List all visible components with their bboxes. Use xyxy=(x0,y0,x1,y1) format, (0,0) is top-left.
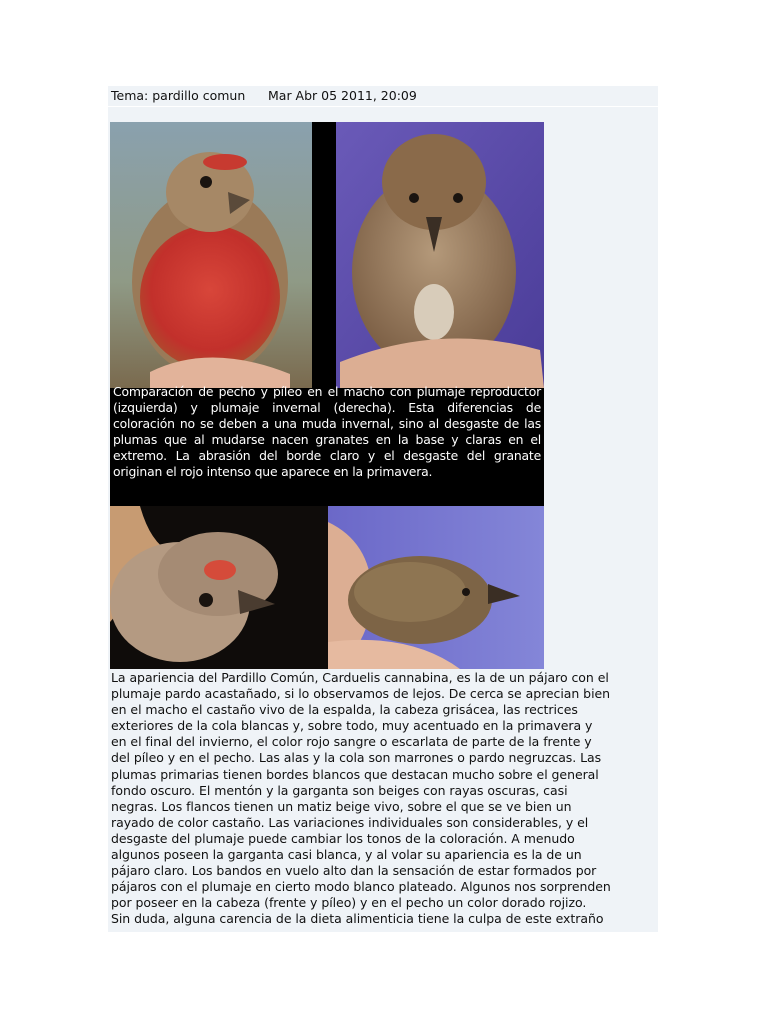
body-line: del píleo y en el pecho. Las alas y la cola son marrones o pardo negruzcas. Las xyxy=(111,750,602,766)
body-line: negras. Los flancos tienen un matiz beige vivo, sobre el que se ve bien un xyxy=(111,798,572,814)
photo-breeding-head xyxy=(110,506,328,669)
body-line: pájaros con el plumaje en cierto modo blanco plateado. Algunos nos sorprenden xyxy=(111,879,611,895)
post-date: Mar Abr 05 2011, 20:09 xyxy=(268,88,417,103)
photo-breeding-male xyxy=(110,122,312,388)
post-body xyxy=(111,670,659,928)
figure-caption: Comparación de pecho y píleo en el macho con plumaje reproductor (izquierda) y plumaje invernal (derecha). Esta diferencias de coloración no se deben a una muda invernal, sino al desgaste de las plumas que al mudarse nacen granates en la base y claras en el extremo. La abrasión del borde claro y el desgaste del granate originan el rojo intenso que aparece en la primavera. xyxy=(113,384,541,479)
body-line: plumaje pardo acastañado, si lo observamos de lejos. De cerca se aprecian bien xyxy=(111,686,611,702)
body-line: pájaro claro. Los bandos en vuelo alto dan la sensación de estar formados por xyxy=(111,863,597,879)
body-line: algunos poseen la garganta casi blanca, y al volar su apariencia es la de un xyxy=(111,847,582,863)
body-line: plumas primarias tienen bordes blancos que destacan mucho sobre el general xyxy=(111,766,599,782)
photo-winter-male xyxy=(336,122,544,388)
post-header xyxy=(108,86,658,107)
body-line: La apariencia del Pardillo Común, Carduelis cannabina, es la de un pájaro con el xyxy=(111,670,609,685)
forum-post xyxy=(108,86,658,932)
body-line: por poseer en la cabeza (frente y píleo) y en el pecho un color dorado rojizo. xyxy=(111,895,587,911)
post-topic: Tema: pardillo comun xyxy=(111,88,246,103)
body-line: desgaste del plumaje puede cambiar los tonos de la coloración. A menudo xyxy=(111,830,575,846)
body-line: rayado de color castaño. Las variaciones individuales son considerables, y el xyxy=(111,814,589,830)
body-line: en el final del invierno, el color rojo sangre o escarlata de parte de la frente y xyxy=(111,734,592,750)
body-line: en el macho el castaño vivo de la espalda, la cabeza grisácea, las rectrices xyxy=(111,702,578,718)
body-line: exteriores de la cola blancas y, sobre todo, muy acentuado en la primavera y xyxy=(111,718,593,734)
body-line: fondo oscuro. El mentón y la garganta son beiges con rayas oscuras, casi xyxy=(111,782,568,798)
body-line: Sin duda, alguna carencia de la dieta alimenticia tiene la culpa de este extraño xyxy=(111,911,604,927)
photo-winter-head xyxy=(328,506,544,669)
bird-photo-composite xyxy=(110,122,544,669)
